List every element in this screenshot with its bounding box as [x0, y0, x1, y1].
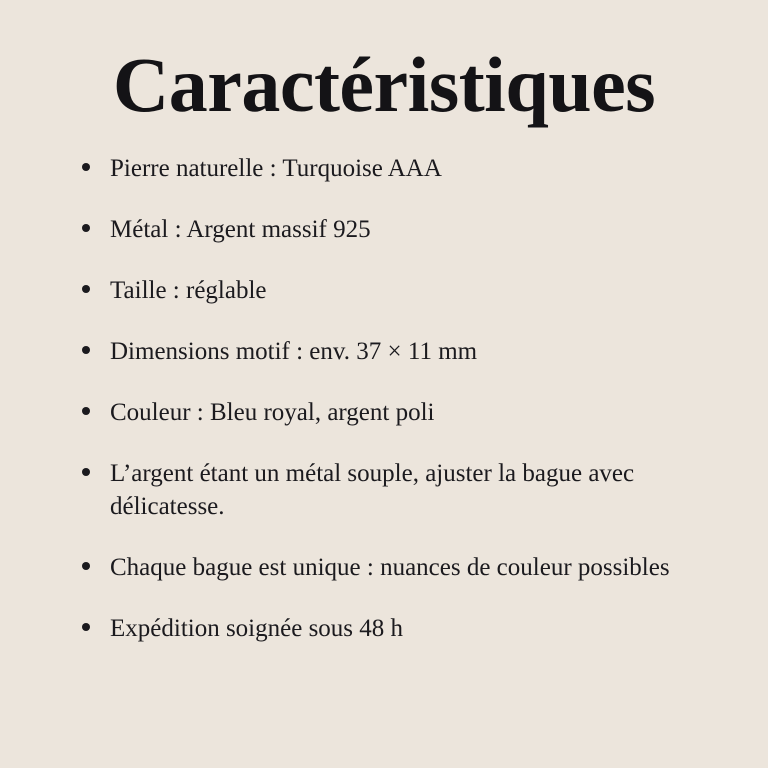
list-item — [74, 335, 702, 368]
bullet-dot-icon — [82, 468, 90, 476]
list-item — [74, 457, 702, 523]
bullet-dot-icon — [82, 623, 90, 631]
list-item-label: Dimensions motif : env. 37 × 11 mm — [110, 337, 478, 365]
list-item — [74, 612, 702, 645]
list-item-label: Couleur : Bleu royal, argent poli — [110, 398, 435, 426]
bullet-dot-icon — [82, 562, 90, 570]
list-item — [74, 551, 702, 584]
list-item-label: Expédition soignée sous 48 h — [110, 614, 404, 642]
list-item-label: Métal : Argent massif 925 — [110, 215, 371, 243]
list-item-label: L’argent étant un métal souple, ajuster la bague avec délicatesse. — [110, 459, 635, 520]
list-item — [74, 152, 702, 185]
list-item-label: Taille : réglable — [110, 276, 267, 304]
features-list — [56, 152, 712, 645]
list-item-label: Chaque bague est unique : nuances de couleur possibles — [110, 553, 670, 581]
list-item — [74, 396, 702, 429]
bullet-dot-icon — [82, 346, 90, 354]
bullet-dot-icon — [82, 163, 90, 171]
bullet-dot-icon — [82, 224, 90, 232]
list-item — [74, 274, 702, 307]
bullet-dot-icon — [82, 407, 90, 415]
bullet-dot-icon — [82, 285, 90, 293]
page-title: Caractéristiques — [112, 41, 656, 128]
list-item — [74, 213, 702, 246]
list-item-label: Pierre naturelle : Turquoise AAA — [110, 154, 442, 182]
